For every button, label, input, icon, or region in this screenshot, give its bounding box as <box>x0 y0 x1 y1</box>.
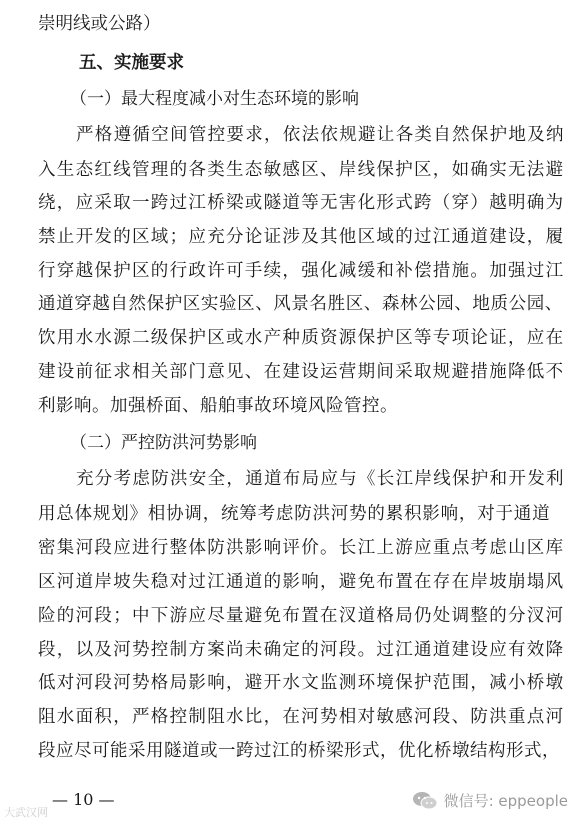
paragraph-line <box>38 362 564 382</box>
page-number: — 10 — <box>52 790 115 809</box>
watermark-left-text: 大武汉网 <box>4 806 48 819</box>
section-heading <box>79 53 184 73</box>
section-heading-text: 五、实施要求 <box>79 53 184 73</box>
paragraph-line <box>38 294 563 314</box>
paragraph-line <box>38 261 564 281</box>
paragraph-line <box>38 707 564 727</box>
paragraph-line <box>38 227 564 247</box>
paragraph-line <box>38 606 564 626</box>
paragraph-line <box>38 572 564 592</box>
line-text: 建设前征求相关部门意见、在建设运营期间采取规避措施降低不 <box>38 362 565 382</box>
paragraph-line <box>38 640 564 660</box>
line-text: 崇明线或公路） <box>38 14 161 34</box>
paragraph-line <box>38 160 564 180</box>
paragraph-line <box>76 469 565 489</box>
line-text: 通道穿越自然保护区实验区、风景名胜区、森林公园、地质公园、 <box>38 294 563 314</box>
line-text: 禁止开发的区域；应充分论证涉及其他区域的过江通道建设，履 <box>38 227 565 247</box>
watermark-right-text: 微信号: eppeople <box>443 792 568 810</box>
subsection-heading <box>70 433 257 453</box>
watermark-right <box>412 790 568 811</box>
line-text: 密集河段应进行整体防洪影响评价。长江上游应重点考虑山区库 <box>38 538 565 558</box>
paragraph-line <box>38 396 398 416</box>
subsection-heading <box>70 89 359 109</box>
subsection-heading-text: （二）严控防洪河势影响 <box>70 433 257 453</box>
line-text: 险的河段；中下游应尽量避免布置在汊道格局仍处调整的分汊河 <box>38 606 565 626</box>
paragraph-line <box>38 193 564 213</box>
line-text: 低对河段河势格局影响，避开水文监测环境保护范围，减小桥墩 <box>38 673 565 693</box>
paragraph-line <box>76 125 565 145</box>
line-text: 充分考虑防洪安全，通道布局应与《长江岸线保护和开发利 <box>76 469 565 489</box>
paragraph-line <box>38 328 564 348</box>
text-line <box>38 14 161 34</box>
line-text: 利影响。加强桥面、船舶事故环境风险管控。 <box>38 396 398 416</box>
wechat-icon <box>412 791 438 811</box>
line-text: 段应尽可能采用隧道或一跨过江的桥梁形式，优化桥墩结构形式， <box>38 741 560 761</box>
paragraph-line <box>38 673 564 693</box>
line-text: 用总体规划》相协调，统筹考虑防洪河势的累积影响，对于通道 <box>38 504 551 524</box>
line-text: 入生态红线管理的各类生态敏感区、岸线保护区，如确实无法避 <box>38 160 565 180</box>
subsection-heading-text: （一）最大程度减小对生态环境的影响 <box>70 89 359 109</box>
paragraph-line <box>38 538 564 558</box>
line-text: 绕，应采取一跨过江桥梁或隧道等无害化形式跨（穿）越明确为 <box>38 193 565 213</box>
line-text: 区河道岸坡失稳对过江通道的影响，避免布置在存在岸坡崩塌风 <box>38 572 565 592</box>
paragraph-line <box>38 741 560 761</box>
line-text: 行穿越保护区的行政许可手续，强化减缓和补偿措施。加强过江 <box>38 261 565 281</box>
line-text: 严格遵循空间管控要求，依法依规避让各类自然保护地及纳 <box>76 125 565 145</box>
watermark-left <box>4 804 48 820</box>
line-text: 阻水面积，严格控制阻水比，在河势相对敏感河段、防洪重点河 <box>38 707 565 727</box>
line-text: 段，以及河势控制方案尚未确定的河段。过江通道建设应有效降 <box>38 640 565 660</box>
paragraph-line <box>38 504 550 524</box>
line-text: 饮用水水源二级保护区或水产种质资源保护区等专项论证，应在 <box>38 328 565 348</box>
